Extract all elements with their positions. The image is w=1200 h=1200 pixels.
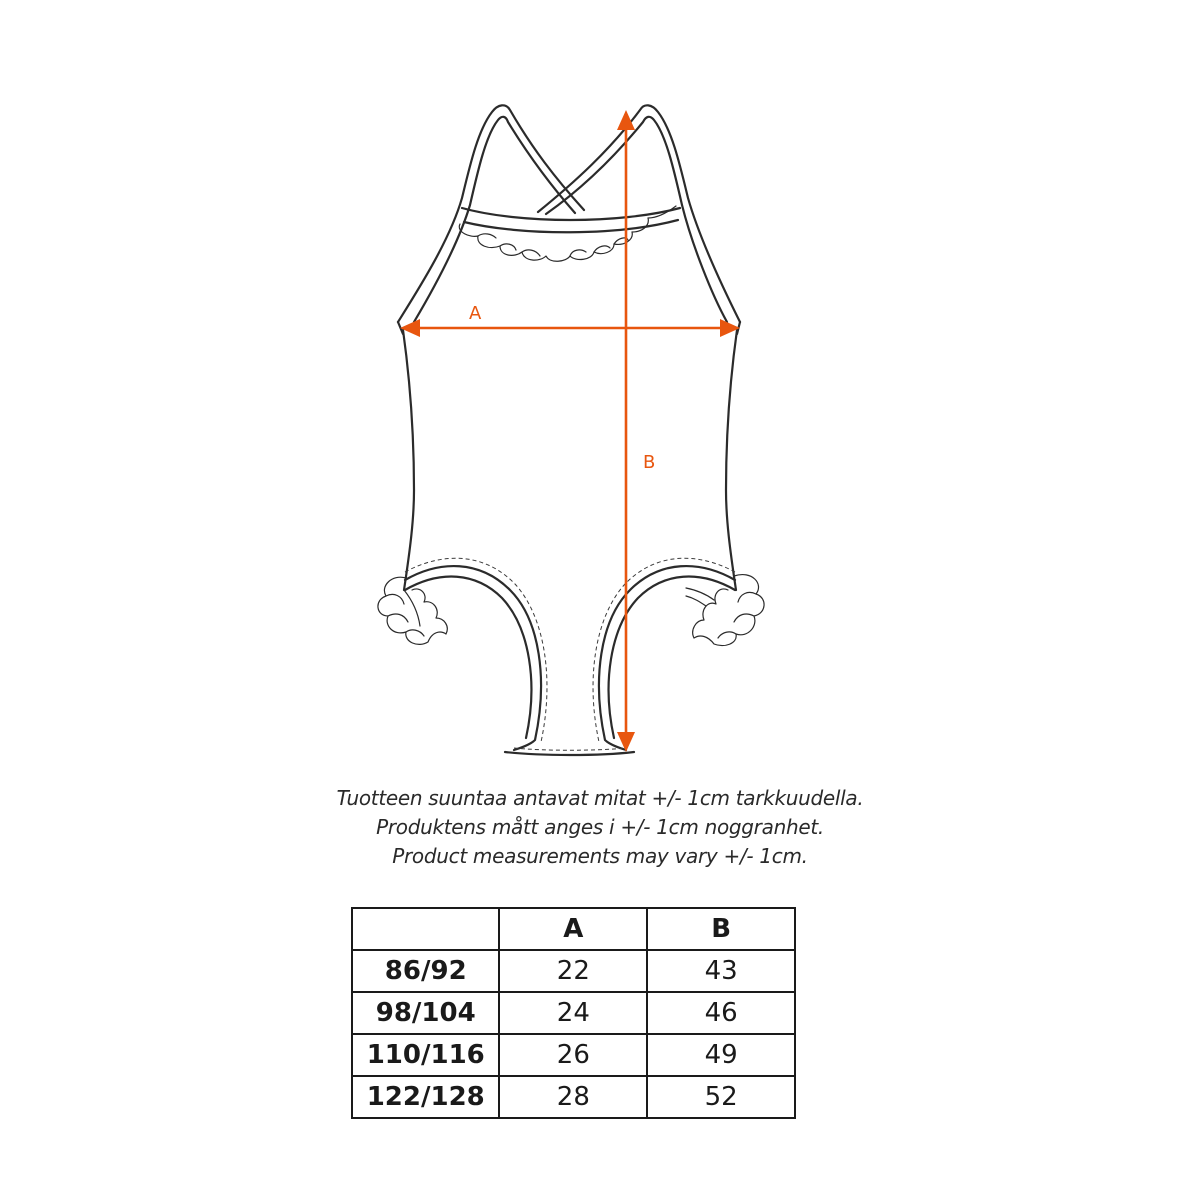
table-header-row bbox=[352, 908, 795, 950]
body-outline bbox=[398, 322, 740, 590]
measurement-notes bbox=[0, 784, 1200, 871]
measure-b-label: B bbox=[643, 452, 656, 473]
size-cell: 122/128 bbox=[352, 1076, 499, 1118]
table-row bbox=[352, 950, 795, 992]
note-english: Product measurements may vary +/- 1cm. bbox=[392, 844, 808, 868]
table-header-a: A bbox=[499, 908, 647, 950]
value-b-cell: 43 bbox=[647, 950, 795, 992]
value-a-cell: 26 bbox=[499, 1034, 647, 1076]
straps bbox=[398, 105, 740, 322]
size-cell: 98/104 bbox=[352, 992, 499, 1034]
value-a-cell: 22 bbox=[499, 950, 647, 992]
size-table bbox=[351, 907, 796, 1119]
size-cell: 86/92 bbox=[352, 950, 499, 992]
table-header-corner bbox=[352, 908, 499, 950]
measure-a bbox=[400, 303, 740, 337]
left-leg-ruffle bbox=[378, 577, 447, 644]
value-b-cell: 49 bbox=[647, 1034, 795, 1076]
neckline bbox=[462, 208, 680, 232]
value-b-cell: 52 bbox=[647, 1076, 795, 1118]
value-b-cell: 46 bbox=[647, 992, 795, 1034]
table-header-b: B bbox=[647, 908, 795, 950]
table-row bbox=[352, 1076, 795, 1118]
measure-b bbox=[617, 110, 655, 752]
table-row bbox=[352, 1034, 795, 1076]
crotch bbox=[505, 748, 634, 755]
table-row bbox=[352, 992, 795, 1034]
value-a-cell: 28 bbox=[499, 1076, 647, 1118]
measure-a-label: A bbox=[469, 303, 482, 324]
note-finnish: Tuotteen suuntaa antavat mitat +/- 1cm tarkkuudella. bbox=[336, 786, 864, 810]
value-a-cell: 24 bbox=[499, 992, 647, 1034]
note-swedish: Produktens mått anges i +/- 1cm noggranhet. bbox=[376, 815, 824, 839]
size-cell: 110/116 bbox=[352, 1034, 499, 1076]
leg-openings bbox=[405, 558, 735, 750]
